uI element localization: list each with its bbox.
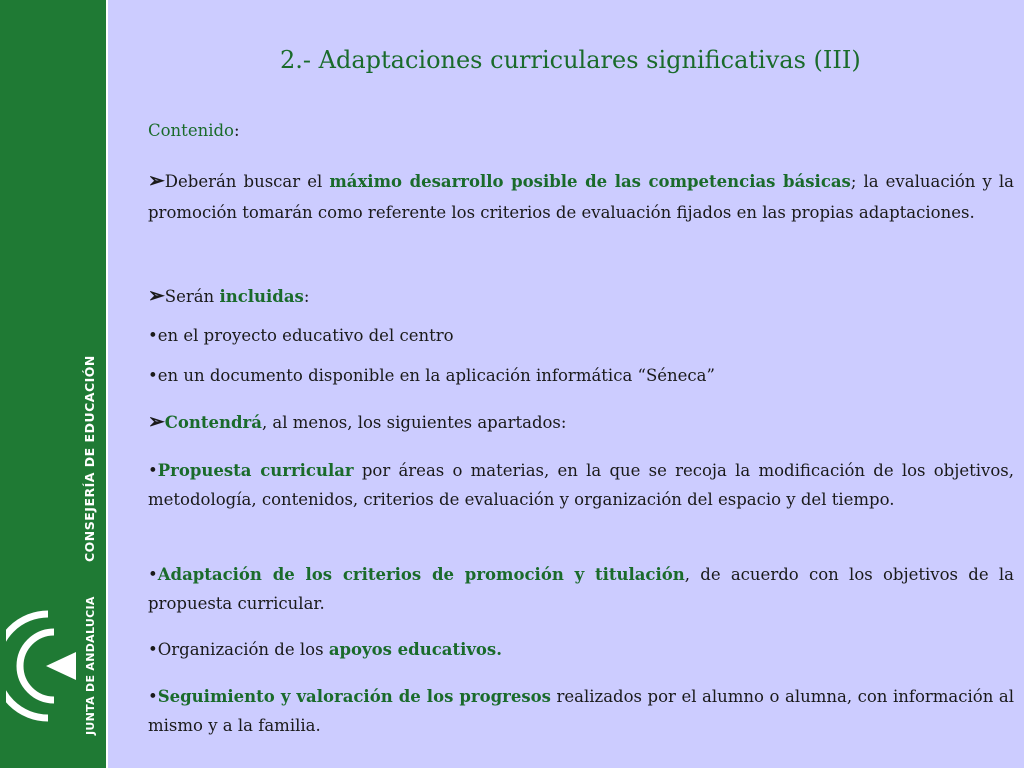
list-item [148,635,1014,666]
bullet-icon: • [148,461,158,480]
item-1-post: , de acuerdo con los objetivos de la propuesta curricular. [148,565,1014,613]
list-item [148,321,1014,352]
paragraph-2 [148,280,1014,313]
page-title: 2.- Adaptaciones curriculares significativas (III) [280,46,861,74]
item-3-bold: Seguimiento y valoración de los progresos [157,687,551,706]
bullet-icon: • [148,687,158,706]
arrow-bullet-icon: ➢ [148,409,165,433]
item-2-bold: apoyos educativos. [328,640,502,659]
gov-name: JUNTA DE ANDALUCIA [84,596,97,735]
bullet-icon: • [148,640,158,659]
list-item [148,560,1014,618]
bullet-icon: • [148,565,158,584]
p2-post: : [303,287,310,306]
item-3-post: realizados por el alumno o alumna, con información al mismo y a la familia. [148,687,1014,735]
list1-item-1: en un documento disponible en la aplicación informática “Séneca” [157,366,715,385]
item-0-post: por áreas o materias, en la que se recoja la modificación de los objetivos, metodología, contenidos, criterios de evaluación y organización del espacio y del tiempo. [148,461,1014,509]
bullet-icon: • [148,326,158,345]
p3-post: , al menos, los siguientes apartados: [261,413,567,432]
list-item [148,361,1014,392]
item-0-bold: Propuesta curricular [157,461,354,480]
section-heading [148,116,1014,147]
section-colon: : [233,121,240,140]
section-label: Contenido [148,121,234,140]
arrow-bullet-icon: ➢ [148,283,165,307]
bullet-icon: • [148,366,158,385]
list-item [148,456,1014,514]
arrow-bullet-icon: ➢ [148,168,165,192]
p3-bold: Contendrá [164,413,262,432]
paragraph-1 [148,165,1014,228]
paragraph-3 [148,406,1014,439]
p1-post: ; la evaluación y la promoción tomarán como referente los criterios de evaluación fijados en las propias adaptaciones. [148,172,1014,222]
p1-bold: máximo desarrollo posible de las competencias básicas [329,172,851,191]
sidebar-divider [106,0,108,768]
list1-item-0: en el proyecto educativo del centro [157,326,454,345]
org-name: CONSEJERÍA DE EDUCACIÓN [82,355,97,562]
junta-logo-icon [6,606,82,726]
list-item [148,682,1014,740]
p2-pre: Serán [164,287,220,306]
p2-bold: incluidas [219,287,304,306]
item-2-pre: Organización de los [157,640,329,659]
item-1-bold: Adaptación de los criterios de promoción y titulación [157,565,685,584]
p1-pre: Deberán buscar el [164,172,330,191]
sidebar [0,0,106,768]
